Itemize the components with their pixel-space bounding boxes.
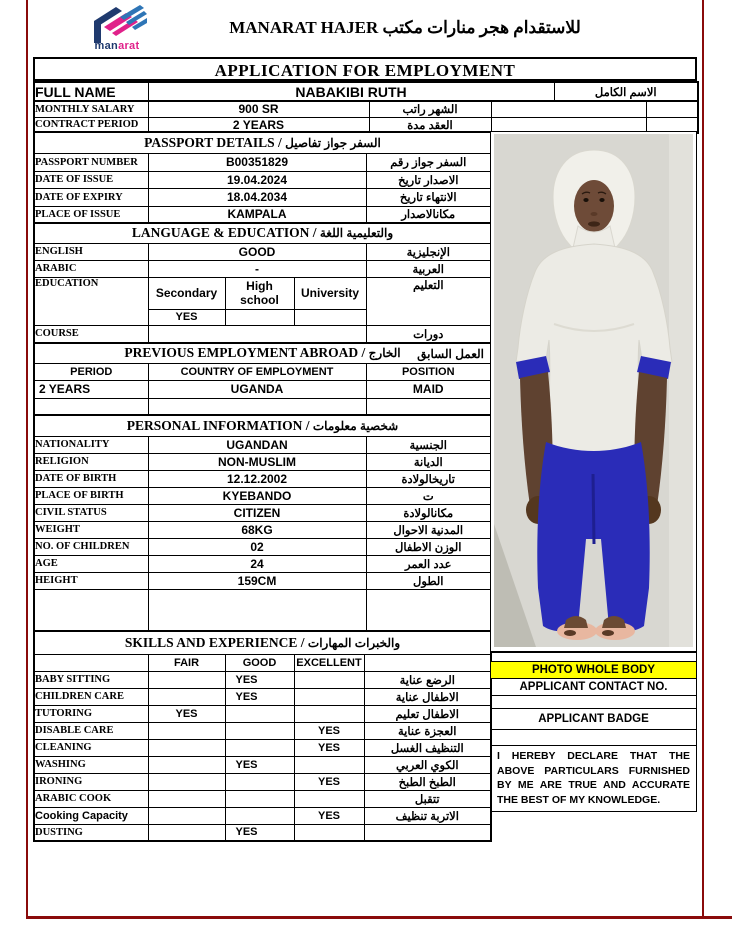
skill-good [225, 722, 294, 739]
place-of-birth-label-ar: ت [366, 487, 491, 504]
monthly-salary-label-ar: الشهر راتب [369, 101, 491, 117]
age-label: AGE [34, 555, 148, 572]
place-of-birth-label: PLACE OF BIRTH [34, 487, 148, 504]
no-of-children-label-ar: الوزن الاطفال [366, 538, 491, 555]
skill-excellent: YES [294, 739, 364, 756]
empty-cell [491, 730, 697, 746]
employment-header-ar-inline: الخارج [368, 346, 401, 361]
skill-good [225, 790, 294, 807]
passport-number-label: PASSPORT NUMBER [34, 153, 148, 171]
applicant-photo-cell [490, 131, 697, 652]
skill-row-children-care [34, 688, 491, 705]
salary-contract-table [33, 100, 699, 134]
skill-name: CLEANING [34, 739, 148, 756]
employment-country-empty [148, 398, 366, 415]
applicant-badge-label: APPLICANT BADGE [491, 709, 697, 730]
skill-row-cooking-capacity [34, 807, 491, 824]
employment-position-empty [366, 398, 491, 415]
skill-fair [148, 739, 225, 756]
contract-period-label-ar: العقد مدة [369, 117, 491, 133]
personal-header-ar: شخصية معلومات [312, 418, 399, 433]
skill-good: YES [225, 671, 294, 688]
weight-label: WEIGHT [34, 521, 148, 538]
previous-employment-section [33, 342, 492, 416]
skill-label-ar: العجزة عناية [364, 722, 491, 739]
skill-label-ar: التنظيف الغسل [364, 739, 491, 756]
page-border-bottom [26, 916, 732, 919]
employment-position-value: MAID [366, 380, 491, 398]
date-of-issue-label-ar: الاصدار تاريخ [366, 171, 491, 188]
skill-name: DUSTING [34, 824, 148, 841]
position-column-header: POSITION [366, 363, 491, 380]
skill-fair [148, 824, 225, 841]
civil-status-label: CIVIL STATUS [34, 504, 148, 521]
weight-label-ar: المدنية الاحوال [366, 521, 491, 538]
full-name-value: NABAKIBI RUTH [148, 82, 554, 101]
full-name-label-ar: الاسم الكامل [554, 82, 698, 101]
arabic-label-ar: العربية [366, 260, 491, 277]
skill-label-ar: الاطفال تعليم [364, 705, 491, 722]
no-of-children-label: NO. OF CHILDREN [34, 538, 148, 555]
no-of-children-value: 02 [148, 538, 366, 555]
skill-label-ar: الطبخ الطبخ [364, 773, 491, 790]
page-border-right [702, 0, 704, 919]
height-label: HEIGHT [34, 572, 148, 589]
english-label: ENGLISH [34, 243, 148, 260]
skill-row-arabic-cook [34, 790, 491, 807]
skill-label-ar: الكوي العربي [364, 756, 491, 773]
skill-fair [148, 790, 225, 807]
skill-good [225, 705, 294, 722]
skills-section [33, 630, 492, 842]
nationality-value: UGANDAN [148, 436, 366, 453]
english-value: GOOD [148, 243, 366, 260]
skill-label-ar: الرضع عناية [364, 671, 491, 688]
skill-row-baby-sitting [34, 671, 491, 688]
applicant-photo [494, 134, 693, 647]
brand-name-ar: للاستقدام هجر منارات مكتب [382, 18, 581, 37]
employment-period-empty [34, 398, 148, 415]
date-of-expiry-value: 18.04.2034 [148, 188, 366, 206]
full-name-label: FULL NAME [34, 82, 148, 101]
language-header-en: LANGUAGE & EDUCATION / [131, 225, 317, 241]
passport-header-en: PASSPORT DETAILS / [144, 134, 282, 150]
education-label: EDUCATION [34, 277, 148, 325]
religion-value: NON-MUSLIM [148, 453, 366, 470]
age-label-ar: عدد العمر [366, 555, 491, 572]
skill-name: Cooking Capacity [34, 807, 148, 824]
language-education-section [33, 222, 492, 344]
photo-whole-body-caption: PHOTO WHOLE BODY [491, 662, 697, 679]
company-header [160, 18, 650, 38]
place-of-birth-value: KYEBANDO [148, 487, 366, 504]
empty-cell [364, 654, 491, 671]
education-answer-highschool [225, 309, 294, 325]
education-option-highschool: High school [225, 277, 294, 309]
education-option-university: University [294, 277, 366, 309]
skills-section-header [34, 631, 491, 654]
skill-excellent [294, 756, 364, 773]
skill-excellent: YES [294, 773, 364, 790]
course-label: COURSE [34, 325, 148, 343]
skill-name: TUTORING [34, 705, 148, 722]
skill-name: DISABLE CARE [34, 722, 148, 739]
empty-cell [34, 589, 148, 631]
course-value [148, 325, 366, 343]
education-answer-university [294, 309, 366, 325]
skill-good [225, 773, 294, 790]
page-border-left [26, 0, 28, 919]
brand-name-en: MANARAT HAJER [229, 18, 379, 37]
place-of-issue-label-ar: مكانالاصدار [366, 206, 491, 223]
skills-header-ar: والخبرات المهارات [307, 635, 401, 650]
empty-cell [366, 589, 491, 631]
religion-label-ar: الديانة [366, 453, 491, 470]
skill-label-ar: تتقبل [364, 790, 491, 807]
skill-name: WASHING [34, 756, 148, 773]
excellent-column-header: EXCELLENT [294, 654, 364, 671]
passport-number-value: B00351829 [148, 153, 366, 171]
skill-label-ar: الاطفال عناية [364, 688, 491, 705]
employment-header-ar-right: العمل السابق [417, 347, 485, 361]
skills-header-en: SKILLS AND EXPERIENCE / [124, 634, 305, 650]
date-of-birth-label: DATE OF BIRTH [34, 470, 148, 487]
monthly-salary-value: 900 SR [148, 101, 369, 117]
empty-cell [491, 101, 646, 117]
age-value: 24 [148, 555, 366, 572]
skill-fair: YES [148, 705, 225, 722]
monthly-salary-label: MONTHLY SALARY [34, 101, 148, 117]
skill-excellent: YES [294, 807, 364, 824]
skill-good [225, 739, 294, 756]
skill-fair [148, 671, 225, 688]
english-label-ar: الإنجليزية [366, 243, 491, 260]
applicant-contact-label: APPLICANT CONTACT NO. [491, 679, 697, 696]
skill-fair [148, 807, 225, 824]
skill-excellent [294, 671, 364, 688]
empty-cell [34, 654, 148, 671]
skill-name: ARABIC COOK [34, 790, 148, 807]
date-of-expiry-label-ar: الانتهاء تاريخ [366, 188, 491, 206]
employment-section-header [34, 343, 491, 363]
period-column-header: PERIOD [34, 363, 148, 380]
skill-good [225, 807, 294, 824]
religion-label: RELIGION [34, 453, 148, 470]
skill-excellent: YES [294, 722, 364, 739]
skill-row-dusting [34, 824, 491, 841]
svg-text:manarat: manarat [94, 40, 140, 52]
employment-period-value: 2 YEARS [34, 380, 148, 398]
skill-name: IRONING [34, 773, 148, 790]
passport-details-section [33, 131, 492, 224]
contract-period-label: CONTRACT PERIOD [34, 117, 148, 133]
form-title: APPLICATION FOR EMPLOYMENT [33, 57, 697, 81]
contract-period-value: 2 YEARS [148, 117, 369, 133]
arabic-value: - [148, 260, 366, 277]
passport-section-header [34, 132, 491, 153]
employment-country-value: UGANDA [148, 380, 366, 398]
skill-good: YES [225, 688, 294, 705]
passport-number-label-ar: السفر جواز رقم [366, 153, 491, 171]
personal-information-section [33, 414, 492, 632]
skill-fair [148, 773, 225, 790]
fair-column-header: FAIR [148, 654, 225, 671]
height-value: 159CM [148, 572, 366, 589]
civil-status-value: CITIZEN [148, 504, 366, 521]
full-name-row [33, 81, 699, 102]
skill-row-tutoring [34, 705, 491, 722]
skill-row-disable-care [34, 722, 491, 739]
place-of-issue-value: KAMPALA [148, 206, 366, 223]
skill-fair [148, 688, 225, 705]
skill-row-ironing [34, 773, 491, 790]
date-of-birth-value: 12.12.2002 [148, 470, 366, 487]
nationality-label: NATIONALITY [34, 436, 148, 453]
course-label-ar: دورات [366, 325, 491, 343]
date-of-issue-label: DATE OF ISSUE [34, 171, 148, 188]
language-section-header [34, 223, 491, 243]
height-label-ar: الطول [366, 572, 491, 589]
weight-value: 68KG [148, 521, 366, 538]
empty-cell [491, 653, 697, 662]
skill-good: YES [225, 824, 294, 841]
nationality-label-ar: الجنسية [366, 436, 491, 453]
skill-excellent [294, 790, 364, 807]
employment-header-en: PREVIOUS EMPLOYMENT ABROAD / [124, 345, 366, 361]
skill-label-ar [364, 824, 491, 841]
education-option-secondary: Secondary [148, 277, 225, 309]
date-of-expiry-label: DATE OF EXPIRY [34, 188, 148, 206]
skill-excellent [294, 705, 364, 722]
date-of-birth-label-ar: تاريخالولادة [366, 470, 491, 487]
civil-status-label-ar: مكانالولادة [366, 504, 491, 521]
skill-name: BABY SITTING [34, 671, 148, 688]
education-label-ar: التعليم [366, 277, 491, 325]
skill-name: CHILDREN CARE [34, 688, 148, 705]
skill-fair [148, 756, 225, 773]
language-header-ar: والتعليمية اللغة [319, 226, 394, 241]
skill-good: YES [225, 756, 294, 773]
personal-header-en: PERSONAL INFORMATION / [126, 417, 310, 433]
skill-row-cleaning [34, 739, 491, 756]
skill-excellent [294, 824, 364, 841]
arabic-label: ARABIC [34, 260, 148, 277]
place-of-issue-label: PLACE OF ISSUE [34, 206, 148, 223]
skill-label-ar: الاتربة تنظيف [364, 807, 491, 824]
date-of-issue-value: 19.04.2024 [148, 171, 366, 188]
empty-cell [646, 101, 698, 117]
skill-fair [148, 722, 225, 739]
right-column-table [490, 652, 697, 812]
personal-section-header [34, 415, 491, 436]
skill-excellent [294, 688, 364, 705]
empty-cell [491, 696, 697, 709]
house-logo-icon [86, 5, 148, 57]
empty-cell [148, 589, 366, 631]
declaration-text: I HEREBY DECLARE THAT THE ABOVE PARTICULARS FURNISHED BY ME ARE TRUE AND ACCURATE THE BEST OF MY KNOWLEDGE. [491, 746, 697, 812]
skill-row-washing [34, 756, 491, 773]
country-column-header: COUNTRY OF EMPLOYMENT [148, 363, 366, 380]
education-answer-secondary: YES [148, 309, 225, 325]
good-column-header: GOOD [225, 654, 294, 671]
passport-header-ar: السفر جواز تفاصيل [285, 135, 381, 150]
